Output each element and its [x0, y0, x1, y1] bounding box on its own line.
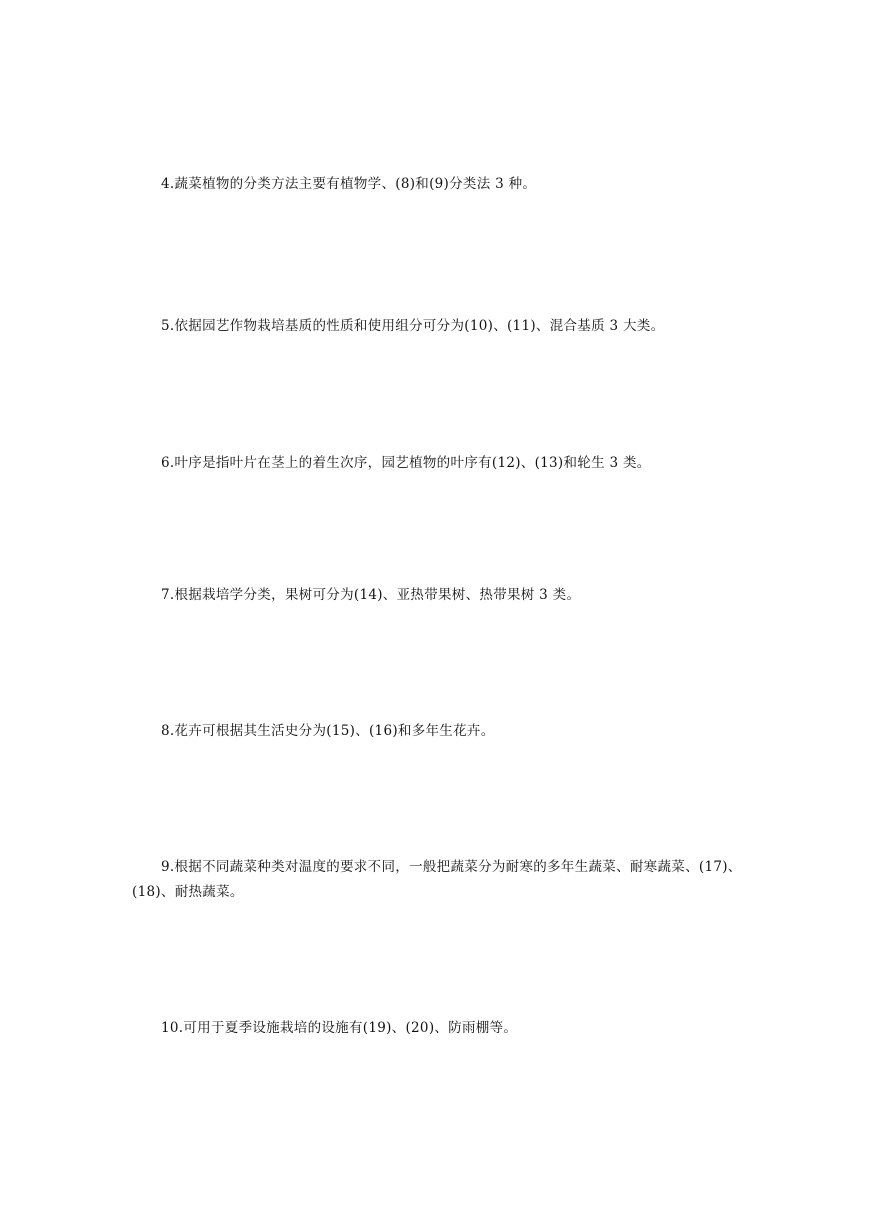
question-7: 7.根据栽培学分类，果树可分为(14)、亚热带果树、热带果树 3 类。 — [161, 587, 581, 603]
question-10: 10.可用于夏季设施栽培的设施有(19)、(20)、防雨棚等。 — [161, 1020, 518, 1036]
question-4: 4.蔬菜植物的分类方法主要有植物学、(8)和(9)分类法 3 种。 — [161, 176, 537, 192]
question-5: 5.依据园艺作物栽培基质的性质和使用组分可分为(10)、(11)、混合基质 3 大类。 — [161, 318, 665, 334]
question-6: 6.叶序是指叶片在茎上的着生次序，园艺植物的叶序有(12)、(13)和轮生 3 类。 — [161, 455, 651, 471]
question-8: 8.花卉可根据其生活史分为(15)、(16)和多年生花卉。 — [161, 723, 495, 739]
question-9: 9.根据不同蔬菜种类对温度的要求不同，一般把蔬菜分为耐寒的多年生蔬菜、耐寒蔬菜、(17)、(18)、耐热蔬菜。 — [132, 859, 742, 900]
